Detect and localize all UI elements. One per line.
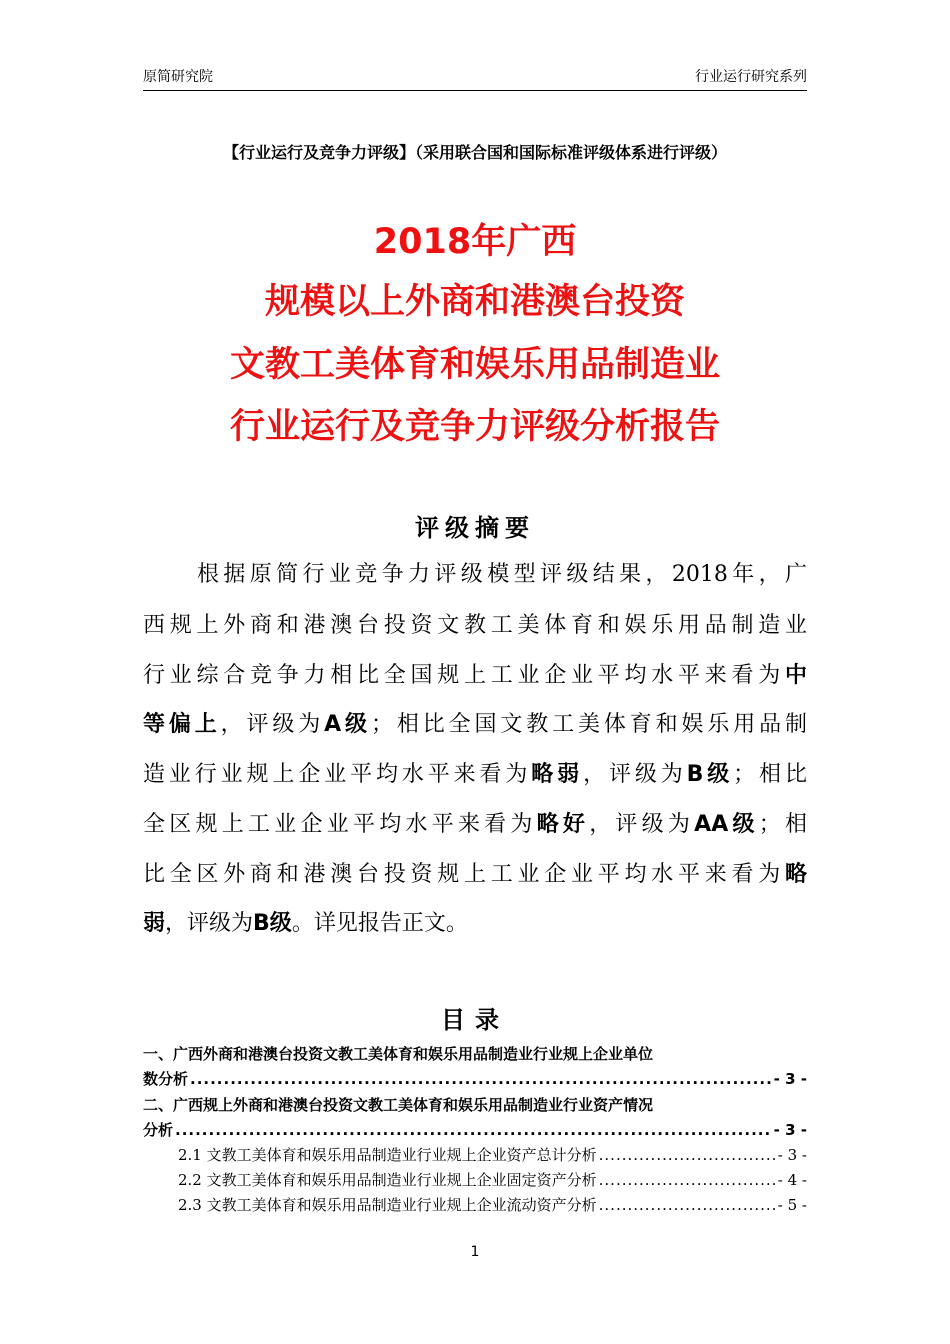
page-number: 1	[470, 1244, 480, 1260]
toc-page-number: - 5 -	[777, 1196, 807, 1214]
abstract-line-3	[143, 661, 807, 691]
toc-entry-text: 2.1 文教工美体育和娱乐用品制造业行业规上企业资产总计分析	[178, 1146, 597, 1164]
page-header	[143, 66, 807, 86]
abstract-text: ，评级为	[583, 762, 687, 787]
abstract-emphasis: 略	[784, 862, 807, 887]
abstract-grade: B级	[253, 911, 292, 936]
toc-page-number: - 3 -	[777, 1146, 807, 1164]
abstract-text: ，评级为	[220, 712, 325, 737]
title-line-2: 规模以上外商和港澳台投资	[264, 282, 685, 322]
toc-entry-2-line-1[interactable]: 二、广西规上外商和港澳台投资文教工美体育和娱乐用品制造业行业资产情况	[143, 1096, 654, 1114]
toc-entry-1-line-1[interactable]: 一、广西外商和港澳台投资文教工美体育和娱乐用品制造业行业规上企业单位	[143, 1045, 654, 1063]
toc-entry-2-3[interactable]	[178, 1194, 807, 1216]
abstract-line-6	[143, 810, 807, 840]
header-divider	[143, 90, 807, 91]
toc-page-number: - 3 -	[773, 1121, 807, 1139]
toc-entry-text: 数分析	[143, 1070, 189, 1088]
abstract-heading: 评级摘要	[415, 514, 535, 542]
abstract-line-2	[143, 611, 807, 641]
abstract-grade: B级	[686, 762, 734, 787]
abstract-emphasis: 略好	[536, 812, 590, 837]
abstract-text: 根据原简行业竞争力评级模型评级结果，2018年，广	[197, 562, 807, 587]
abstract-line-8	[143, 909, 807, 939]
abstract-emphasis: 略弱	[531, 762, 584, 787]
toc-entry-1-line-2[interactable]	[143, 1068, 807, 1090]
toc-leader-dots	[175, 1119, 772, 1141]
header-org-name: 原简研究院	[143, 69, 213, 85]
title-line-1: 2018年广西	[373, 222, 577, 262]
abstract-line-7	[143, 860, 807, 890]
abstract-grade: AA级	[694, 812, 759, 837]
abstract-grade: A级	[324, 712, 371, 737]
toc-entry-text: 2.3 文教工美体育和娱乐用品制造业行业规上企业流动资产分析	[178, 1196, 597, 1214]
toc-entry-2-2[interactable]	[178, 1169, 807, 1191]
abstract-text: 造业行业规上企业平均水平来看为	[143, 762, 532, 787]
abstract-text: 西规上外商和港澳台投资文教工美体育和娱乐用品制造业	[143, 613, 807, 638]
abstract-line-1	[143, 560, 807, 590]
abstract-text: ；相	[758, 812, 807, 837]
header-series-name: 行业运行研究系列	[695, 69, 807, 85]
abstract-emphasis: 弱	[143, 911, 166, 936]
toc-leader-dots	[599, 1144, 776, 1166]
abstract-text: ，评级为	[589, 812, 695, 837]
abstract-emphasis: 等偏上	[143, 712, 221, 737]
title-line-4: 行业运行及竞争力评级分析报告	[229, 407, 720, 447]
abstract-text: 全区规上工业企业平均水平来看为	[143, 812, 537, 837]
title-line-3: 文教工美体育和娱乐用品制造业	[229, 345, 720, 385]
abstract-text: ；相比	[733, 762, 807, 787]
toc-page-number: - 3 -	[773, 1070, 807, 1088]
abstract-line-5	[143, 760, 807, 790]
toc-entry-text: 2.2 文教工美体育和娱乐用品制造业行业规上企业固定资产分析	[178, 1171, 597, 1189]
toc-entry-2-1[interactable]	[178, 1144, 807, 1166]
abstract-text: 。详见报告正文。	[291, 911, 468, 936]
toc-entry-text: 分析	[143, 1121, 174, 1139]
toc-leader-dots	[190, 1068, 772, 1090]
abstract-emphasis: 中	[784, 663, 807, 688]
toc-leader-dots	[599, 1194, 776, 1216]
rating-note: 【行业运行及竞争力评级】（采用联合国和国际标准评级体系进行评级）	[222, 143, 727, 162]
abstract-text: 行业综合竞争力相比全国规上工业企业平均水平来看为	[143, 663, 785, 688]
toc-leader-dots	[599, 1169, 776, 1191]
abstract-line-4	[143, 710, 807, 740]
abstract-text: ，评级为	[165, 911, 254, 936]
toc-heading: 目录	[441, 1006, 509, 1034]
toc-page-number: - 4 -	[777, 1171, 807, 1189]
abstract-text: ；相比全国文教工美体育和娱乐用品制	[370, 712, 807, 737]
toc-entry-2-line-2[interactable]	[143, 1119, 807, 1141]
abstract-text: 比全区外商和港澳台投资规上工业企业平均水平来看为	[143, 862, 785, 887]
